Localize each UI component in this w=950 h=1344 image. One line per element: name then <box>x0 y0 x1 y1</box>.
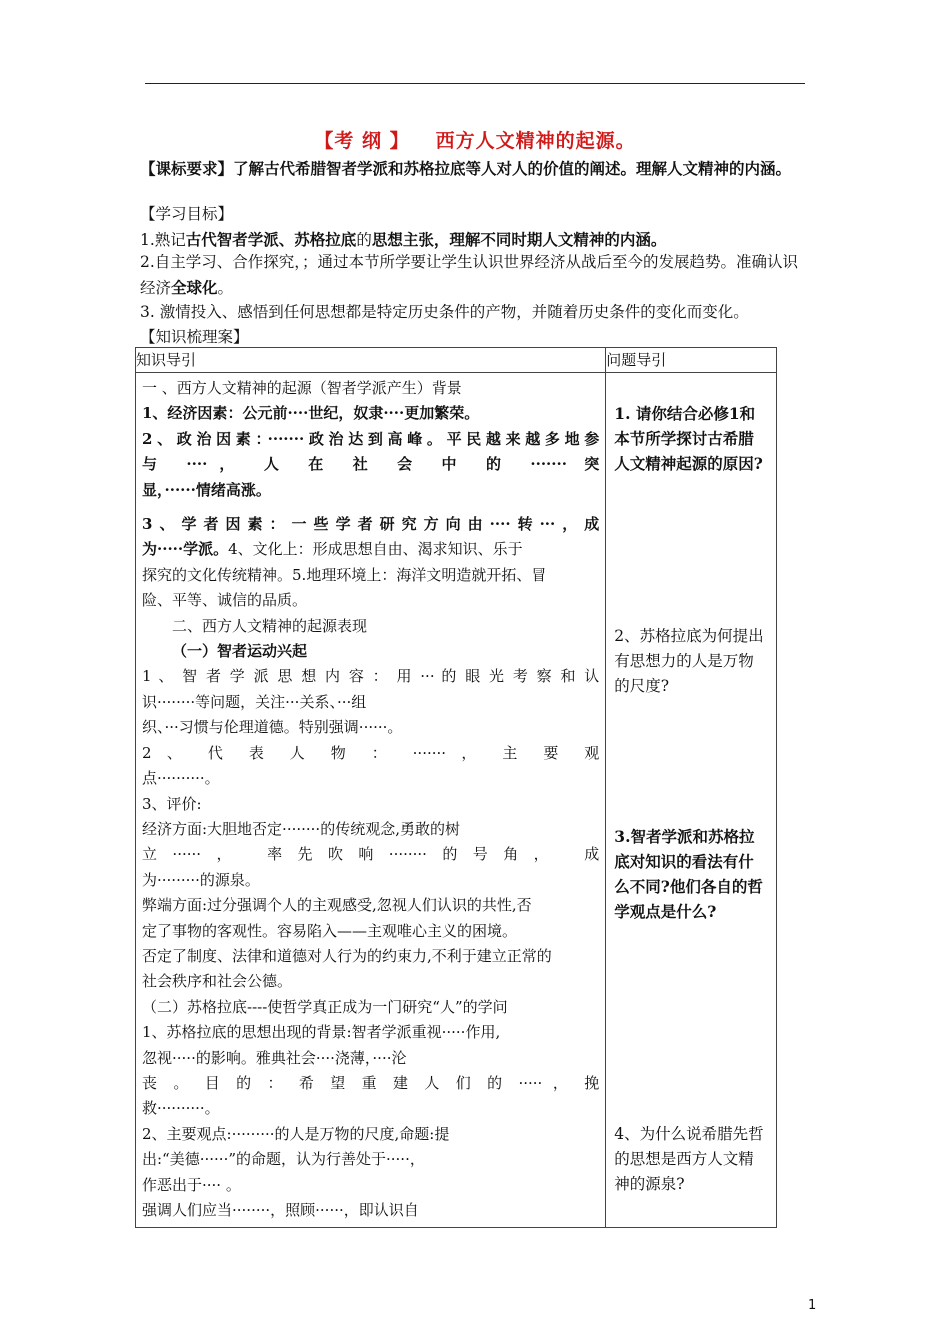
section-2-heading: 二、西方人文精神的起源表现 <box>172 616 368 635</box>
line-sophist-c: 织、···习惯与伦理道德。特别强调······。 <box>142 718 403 737</box>
section-2a-heading: （一）智者运动兴起 <box>172 642 308 661</box>
curriculum-label: 【课标要求】 <box>140 159 234 178</box>
knowledge-label: 【知识梳理案】 <box>140 328 249 346</box>
question-4: 4、为什么说希腊先哲的思想是西方人文精神的源泉? <box>614 1125 764 1193</box>
line-political-b: 与 ····， 人 在 社 会 中 的 ······· 突 <box>142 455 600 474</box>
line-scholar-b-bold: 为·····学派。 <box>142 540 229 559</box>
question-1: 1. 请你结合必修1和本节所学探讨古希腊人文精神起源的原因? <box>614 404 763 473</box>
line-socrates-view-b: 出:“美德······”的命题，认为行善处于·····， <box>142 1150 425 1169</box>
line-eval-econ-a: 经济方面:大胆地否定········的传统观念,勇敢的树 <box>142 819 460 838</box>
goal-1-bold-b: 思想主张，理解不同时期人文精神的内涵。 <box>371 230 667 249</box>
section-2b-heading: （二）苏格拉底----使哲学真正成为一门研究“人”的学问 <box>142 997 508 1016</box>
line-scholar-b <box>142 537 599 562</box>
header-question-guide: 问题导引 <box>606 348 777 373</box>
line-eval-drawback-a: 弊端方面:过分强调个人的主观感受,忽视人们认识的共性,否 <box>142 896 532 915</box>
line-scholar-a: 3、学者因素：一些学者研究方向由····转···，成 <box>142 515 600 534</box>
table-body-row <box>136 373 777 1228</box>
line-socrates-bg-b: 忽视·····的影响。雅典社会····浇薄，····沦 <box>142 1048 407 1067</box>
goal-2-bold: 全球化 <box>171 278 218 297</box>
line-evaluation: 3、评价: <box>142 794 202 813</box>
goal-1-mid: 的 <box>356 231 372 249</box>
line-economic: 1、经济因素：公元前····世纪，奴隶····更加繁荣。 <box>142 404 480 423</box>
line-socrates-bg-a: 1、苏格拉底的思想出现的背景:智者学派重视·····作用, <box>142 1023 501 1042</box>
goals-label: 【学习目标】 <box>140 205 234 223</box>
line-socrates-view-a: 2、主要观点:·········的人是万物的尺度,命题:提 <box>142 1124 450 1143</box>
line-culture: 探究的文化传统精神。5.地理环境上：海洋文明造就开拓、冒 <box>142 565 547 584</box>
line-socrates-view-c: 作恶出于···· 。 <box>142 1175 241 1194</box>
line-representative-b: 点··········。 <box>142 769 220 788</box>
section-1-heading: 一 、西方人文精神的起源（智者学派产生）背景 <box>142 379 462 397</box>
goal-1-bold-a: 古代智者学派、苏格拉底 <box>185 230 357 249</box>
line-geography: 险、平等、诚信的品质。 <box>142 591 308 610</box>
line-representative-a: 2 、 代 表 人 物 ： ······· ， 主 要 观 <box>142 743 600 762</box>
header-knowledge-guide: 知识导引 <box>136 348 606 373</box>
knowledge-table <box>135 347 777 1228</box>
line-sophist-b: 识········等问题，关注···关系、···组 <box>142 692 367 711</box>
goal-2-end: 。 <box>217 279 234 297</box>
line-eval-econ-c: 为·········的源泉。 <box>142 870 260 889</box>
line-socrates-bg-c: 丧 。 目 的 ： 希 望 重 建 人 们 的 ····· ， 挽 <box>142 1073 600 1092</box>
line-socrates-view-d: 强调人们应当········，照顾······，即认识自 <box>142 1201 419 1219</box>
line-political-a: 2、政治因素：·······政治达到高峰。平民越来越多地参 <box>142 429 600 448</box>
line-scholar-b-rest: 4、文化上：形成思想自由、渴求知识、乐于 <box>228 540 523 559</box>
goal-1-prefix: 1.熟记 <box>140 231 186 249</box>
knowledge-cell <box>136 373 606 1228</box>
curriculum-text: 了解古代希腊智者学派和苏格拉底等人对人的价值的阐述。理解人文精神的内涵。 <box>233 159 792 178</box>
line-political-c: 显，······情绪高涨。 <box>142 480 271 499</box>
table-header-row <box>136 348 777 373</box>
page-number: 1 <box>808 1298 817 1313</box>
line-sophist-a: 1 、 智 者 学 派 思 想 内 容 ： 用 ··· 的 眼 光 考 察 和 认 <box>142 667 600 686</box>
question-cell <box>606 373 777 1228</box>
line-eval-econ-b: 立······， 率先吹响········的号角， 成 <box>142 845 600 864</box>
question-2: 2、苏格拉底为何提出有思想力的人是万物的尺度? <box>614 627 764 695</box>
goal-2-text: 2.自主学习、合作探究，；通过本节所学要让学生认识世界经济从战后至今的发展趋势。准确认识经济 <box>140 253 799 297</box>
question-3: 3.智者学派和苏格拉底对知识的看法有什么不同?他们各自的哲学观点是什么? <box>614 827 763 921</box>
line-socrates-bg-d: 救··········。 <box>142 1099 220 1118</box>
title-main: 西方人文精神的起源。 <box>435 130 636 152</box>
header-rule <box>145 83 805 84</box>
goal-2 <box>140 250 810 301</box>
title-bracket: 【考 纲 】 <box>314 130 410 152</box>
curriculum-requirement <box>140 156 810 181</box>
line-eval-drawback-d: 社会秩序和社会公德。 <box>142 972 293 991</box>
line-eval-drawback-b: 定了事物的客观性。容易陷入——主观唯心主义的困境。 <box>142 921 518 940</box>
page-title <box>140 126 810 153</box>
goal-3: 3. 激情投入、感悟到任何思想都是特定历史条件的产物，并随着历史条件的变化而变化。 <box>140 303 749 321</box>
line-eval-drawback-c: 否定了制度、法律和道德对人行为的约束力,不利于建立正常的 <box>142 946 552 965</box>
